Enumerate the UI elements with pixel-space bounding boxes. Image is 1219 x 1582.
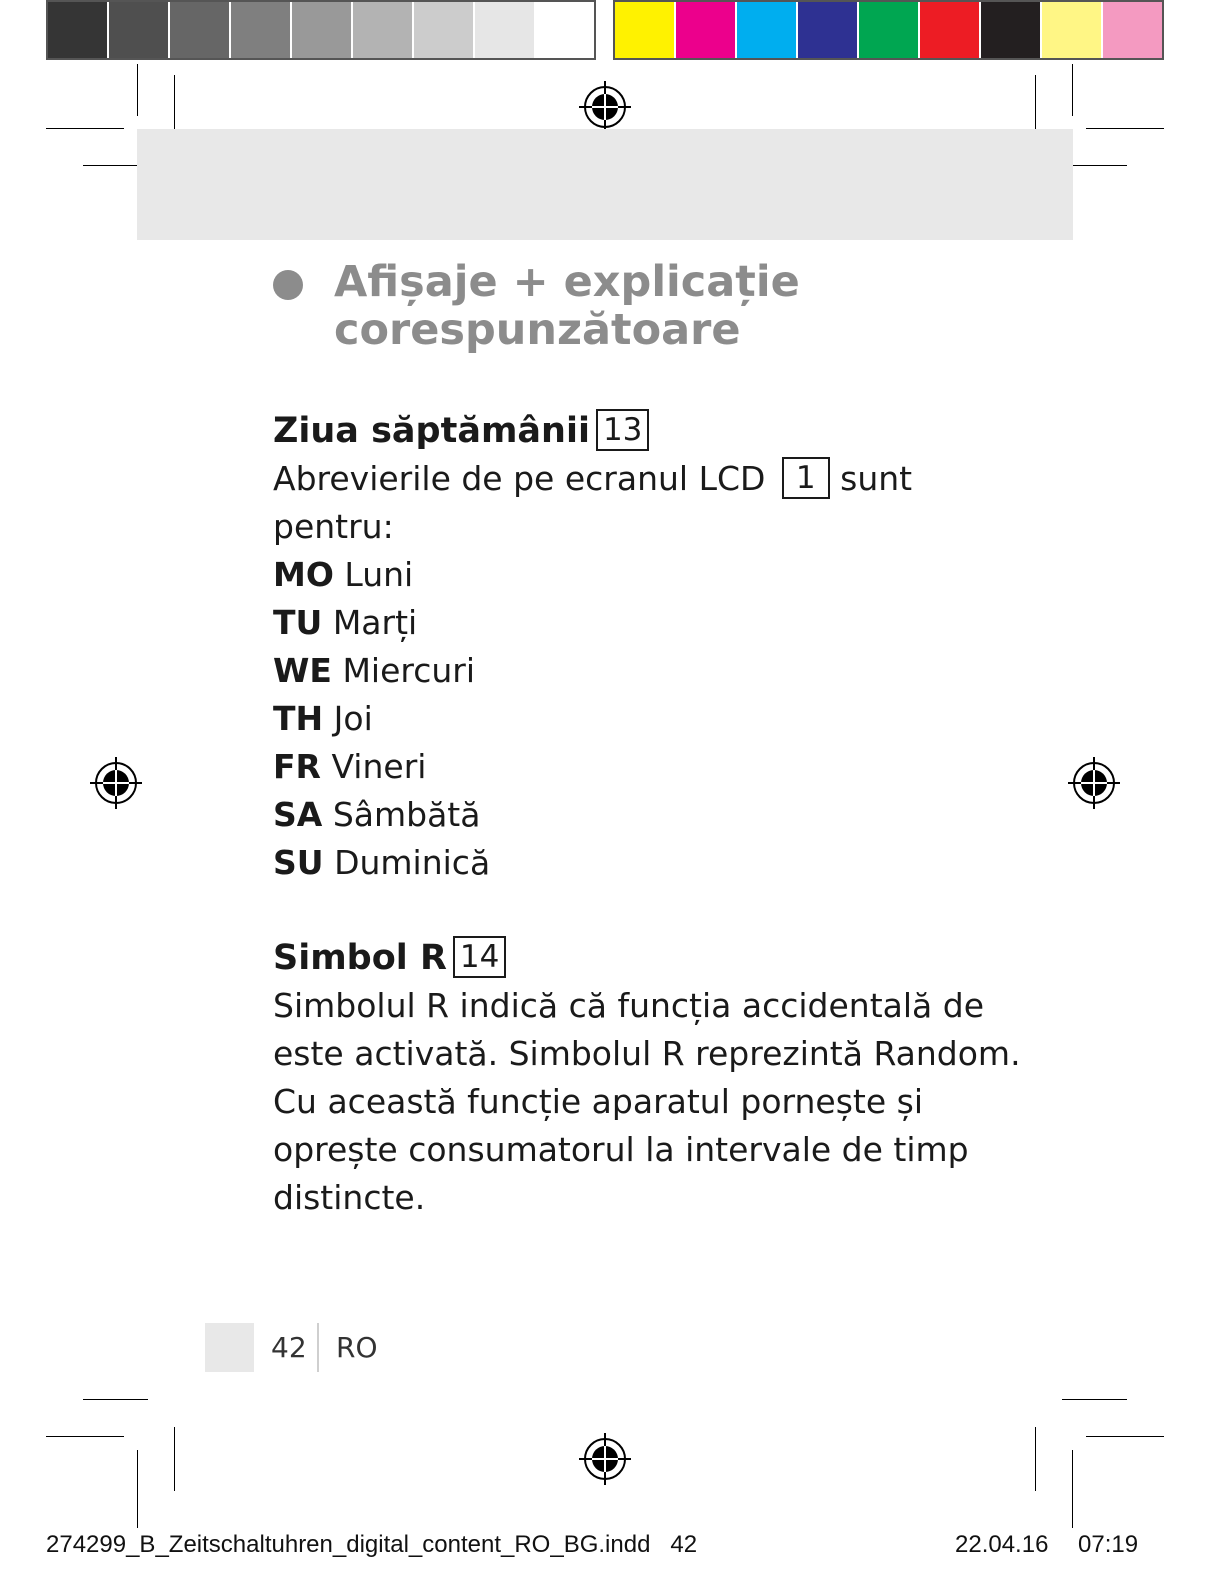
heading-line-1: Afișaje + explicație — [334, 257, 800, 307]
day-row — [273, 695, 1033, 743]
color-swatch — [676, 2, 737, 58]
symbol-text-line: Cu această funcție aparatul pornește și — [273, 1082, 923, 1121]
crop-mark — [174, 1427, 175, 1491]
weekday-title-row — [273, 407, 1033, 455]
crop-mark — [1035, 1427, 1036, 1491]
symbol-text-line: oprește consumatorul la intervale de timp — [273, 1130, 969, 1169]
crop-mark — [137, 1450, 138, 1528]
crop-mark — [46, 128, 124, 129]
process-color-bar — [613, 0, 1164, 60]
crop-mark — [83, 1399, 148, 1400]
weekday-section — [273, 407, 1033, 887]
gray-swatch — [353, 2, 414, 58]
crop-mark — [1086, 1436, 1164, 1437]
color-swatch — [981, 2, 1042, 58]
day-row — [273, 743, 1033, 791]
day-name: Luni — [344, 555, 414, 594]
gray-swatch — [170, 2, 231, 58]
day-abbr: TH — [273, 699, 324, 738]
color-swatch — [859, 2, 920, 58]
day-name: Joi — [333, 699, 373, 738]
crop-mark — [1062, 1399, 1127, 1400]
day-abbr: SA — [273, 795, 323, 834]
day-row — [273, 839, 1033, 887]
intro-text-after: sunt — [840, 459, 913, 498]
weekday-title: Ziua săptămânii — [273, 411, 590, 451]
gray-swatch — [292, 2, 353, 58]
gray-swatch — [109, 2, 170, 58]
day-abbr: SU — [273, 843, 324, 882]
registration-mark-icon — [579, 1433, 631, 1485]
header-band — [137, 129, 1073, 240]
color-swatch — [615, 2, 676, 58]
day-name: Vineri — [331, 747, 427, 786]
color-swatch — [920, 2, 981, 58]
day-name: Sâmbătă — [332, 795, 481, 834]
crop-mark — [1086, 128, 1164, 129]
page-language: RO — [336, 1331, 378, 1364]
day-row — [273, 599, 1033, 647]
gray-swatch — [414, 2, 475, 58]
color-swatch — [798, 2, 859, 58]
registration-mark-icon — [90, 757, 142, 809]
symbol-title: Simbol R — [273, 938, 447, 978]
color-swatch — [1103, 2, 1162, 58]
reference-number-box: 1 — [782, 457, 830, 499]
slug-filename: 274299_B_Zeitschaltuhren_digital_content_RO_BG.indd 42 — [46, 1531, 698, 1558]
symbol-text-line: distincte. — [273, 1178, 426, 1217]
weekday-intro-line2: pentru: — [273, 507, 394, 546]
registration-mark-icon — [1068, 757, 1120, 809]
day-name: Marți — [332, 603, 418, 642]
gray-swatch — [536, 2, 594, 58]
heading-line-2: corespunzătoare — [334, 305, 741, 355]
day-name: Duminică — [334, 843, 491, 882]
crop-mark — [1072, 64, 1073, 116]
symbol-text-line: Simbolul R indică că funcția accidentală de — [273, 986, 985, 1025]
reference-number-box: 13 — [596, 409, 649, 451]
crop-mark — [1072, 1450, 1073, 1528]
symbol-text-line: este activată. Simbolul R reprezintă Random. — [273, 1034, 1021, 1073]
intro-text: Abrevierile de pe ecranul LCD — [273, 459, 766, 498]
page-number: 42 — [271, 1331, 307, 1364]
day-name: Miercuri — [342, 651, 476, 690]
day-row — [273, 551, 1033, 599]
gray-swatch — [231, 2, 292, 58]
slug-date: 22.04.16 — [955, 1531, 1049, 1558]
grayscale-color-bar — [46, 0, 596, 60]
registration-mark-icon — [579, 81, 631, 133]
slug-time: 07:19 — [1078, 1531, 1139, 1558]
day-abbr: WE — [273, 651, 332, 690]
day-abbr: TU — [273, 603, 323, 642]
crop-mark — [1035, 75, 1036, 137]
page-divider — [317, 1323, 319, 1372]
crop-mark — [174, 75, 175, 137]
color-swatch — [1042, 2, 1103, 58]
symbol-r-section — [273, 934, 1033, 1222]
day-row — [273, 647, 1033, 695]
color-swatch — [737, 2, 798, 58]
day-abbr: FR — [273, 747, 321, 786]
reference-number-box: 14 — [453, 936, 506, 978]
gray-swatch — [48, 2, 109, 58]
day-row — [273, 791, 1033, 839]
crop-mark — [46, 1436, 124, 1437]
section-heading — [334, 258, 1034, 354]
page-marker-box — [205, 1323, 254, 1372]
gray-swatch — [475, 2, 536, 58]
heading-bullet-icon — [273, 270, 303, 300]
weekday-intro — [273, 455, 1033, 503]
day-abbr: MO — [273, 555, 334, 594]
crop-mark — [137, 64, 138, 116]
symbol-title-row — [273, 934, 1033, 982]
